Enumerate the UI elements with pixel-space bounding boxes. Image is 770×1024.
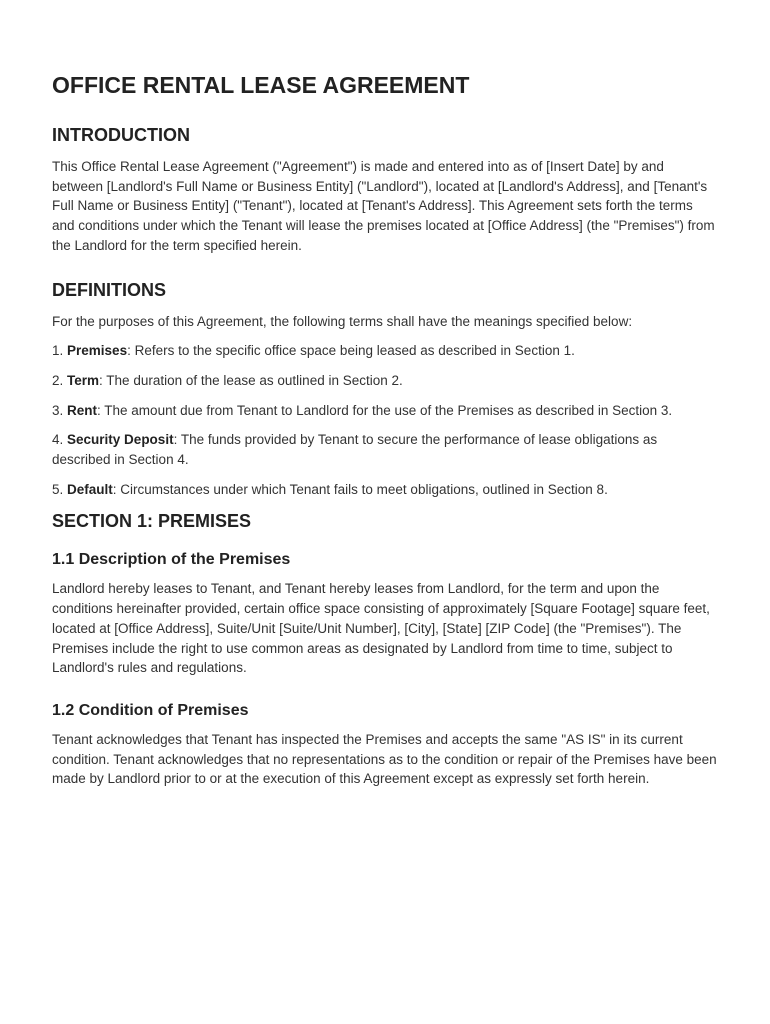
definition-text: : The amount due from Tenant to Landlord for the use of the Premises as described in Section 3. [97, 402, 673, 418]
subsection-1-2-heading: 1.2 Condition of Premises [52, 701, 249, 719]
definition-text: : Refers to the specific office space being leased as described in Section 1. [127, 343, 575, 359]
definition-number: 1. [52, 343, 64, 359]
definition-term: Default [67, 481, 113, 497]
definitions-intro: For the purposes of this Agreement, the following terms shall have the meanings specified below: [52, 313, 633, 329]
subsection-1-1-paragraph: Landlord hereby leases to Tenant, and Tenant hereby leases from Landlord, for the term and upon the conditions hereinafter provided, certain office space consisting of approximately [Square Footage] square feet, located at [Office Address], Suite/Unit [Suite/Unit Number], [City], [State] [ZIP Code] (the "Premises"). The Premises include the right to use common areas as designated by Landlord from time to time, subject to Landlord's rules and regulations. [52, 581, 710, 676]
definition-term: Premises [67, 343, 128, 359]
subsection-1-1-heading: 1.1 Description of the Premises [52, 551, 291, 569]
definition-item-term [52, 371, 718, 391]
subsection-1-2-paragraph: Tenant acknowledges that Tenant has inspected the Premises and accepts the same "AS IS" in its current condition. Tenant acknowledges that no representations as to the condition or repair of the Premises have been made by Landlord prior to or at the execution of this Agreement except as expressly set forth herein. [52, 731, 717, 787]
document-title: OFFICE RENTAL LEASE AGREEMENT [52, 72, 470, 98]
definition-item-premises [52, 341, 718, 361]
section-1-heading: SECTION 1: PREMISES [52, 511, 252, 532]
definitions-heading: DEFINITIONS [52, 279, 167, 300]
definition-text: : The duration of the lease as outlined in Section 2. [99, 372, 403, 388]
definition-term: Rent [67, 402, 98, 418]
definition-item-default [52, 480, 718, 500]
definition-term: Term [67, 372, 100, 388]
definition-number: 5. [52, 481, 64, 497]
definition-item-rent [52, 401, 718, 421]
definition-term: Security Deposit [67, 432, 174, 448]
introduction-paragraph: This Office Rental Lease Agreement ("Agreement") is made and entered into as of [Insert Date] by and between [Landlord's Full Name or Business Entity] ("Landlord"), located at [Landlord's Address], and [Tenant's Full Name or Business Entity] ("Tenant"), located at [Tenant's Address]. This Agreement sets forth the terms and conditions under which the Tenant will lease the premises located at [Office Address] (the "Premises") from the Landlord for the term specified herein. [52, 159, 715, 253]
introduction-heading: INTRODUCTION [52, 125, 190, 145]
definition-number: 2. [52, 372, 64, 388]
definition-text: : Circumstances under which Tenant fails to meet obligations, outlined in Section 8. [112, 481, 608, 497]
definition-item-security-deposit [52, 430, 718, 469]
definition-number: 3. [52, 402, 64, 418]
definition-text: : The funds provided by Tenant to secure the performance of lease obligations as described in Section 4. [52, 432, 658, 468]
definition-number: 4. [52, 432, 64, 448]
